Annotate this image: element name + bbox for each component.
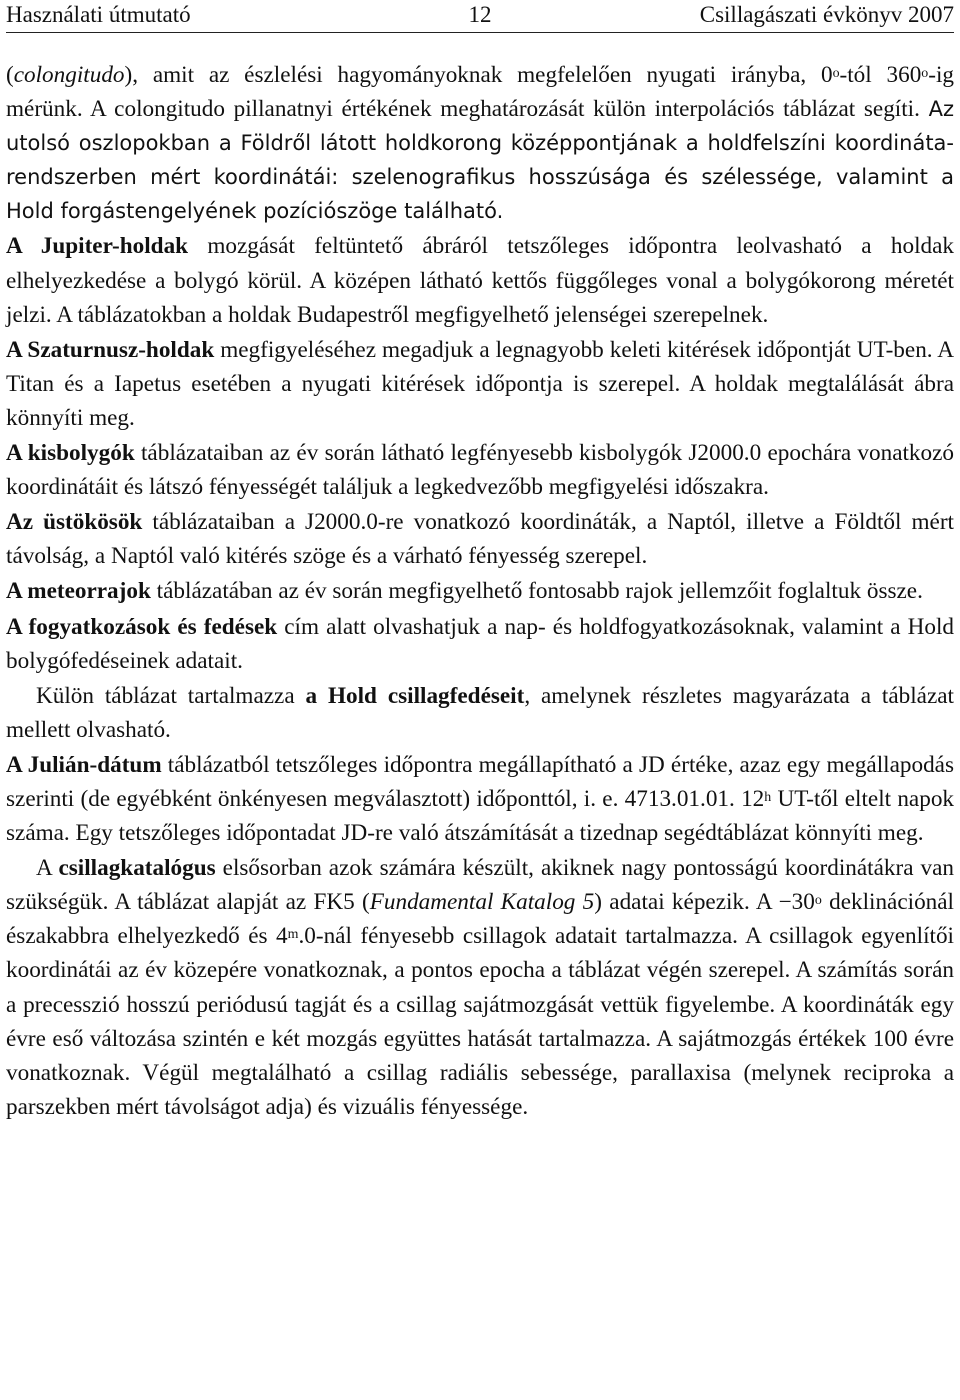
text-run: -tól 360	[839, 62, 922, 88]
text-run: ), amit az észlelési hagyományoknak megfelelően nyugati irányba, 0	[124, 62, 833, 88]
paragraph-star-catalog	[6, 851, 954, 1124]
paragraph-eclipses	[6, 610, 954, 678]
paragraph-jupiter-moons	[6, 229, 954, 331]
section-term: A Szaturnusz-holdak	[6, 336, 215, 363]
paragraph-asteroids	[6, 436, 954, 504]
degree-mark: o	[832, 66, 840, 82]
text-run: UT-től eltelt napok száma. Egy tetszőleges időpontadat JD-re való átszámítását a tizednap segédtáblázat könnyíti meg.	[6, 785, 955, 847]
body-text	[6, 58, 954, 1125]
text-run: táblázatában az év során megfigyelhető fontosabb rajok jellemzőit foglaltuk össze.	[150, 578, 923, 605]
section-term: A meteorrajok	[6, 578, 151, 605]
document-page	[6, 0, 954, 1400]
section-term: A Julián-dátum	[6, 751, 162, 778]
section-term: A kisbolygók	[6, 440, 135, 467]
italic-term: colongitudo	[13, 62, 125, 88]
degree-mark: o	[921, 66, 929, 82]
text-run: megfigyeléséhez megadjuk a legnagyobb keleti kitérések időpontját UT-ben. A Titan és a Iapetus esetében a nyugati kitérések időpontja is szerepel. A holdak megtalálását ábra könnyíti meg.	[6, 336, 954, 431]
magnitude-mark: m	[287, 927, 299, 943]
text-run: A	[36, 855, 59, 882]
hour-mark: h	[764, 790, 772, 806]
text-run: elsősorban azok számára készült, akiknek nagy pontosságú koordinátákra van szükségük. A táblázat alapját az FK5 (	[6, 855, 954, 916]
text-run: Külön táblázat tartalmazza	[36, 682, 306, 709]
section-term: csillagkatalógus	[58, 855, 216, 882]
paragraph-colongitudo	[6, 58, 954, 228]
text-run: -ig mérünk. A colongitudo pillanatnyi értékének meghatározását külön interpolációs táblázat segíti.	[6, 62, 955, 123]
section-term: A Jupiter-holdak	[6, 233, 189, 260]
section-term: Az üstökösök	[6, 509, 143, 536]
text-run: .0-nál fényesebb csillagok adatait tartalmazza. A csillagok egyenlítői koordinátái az év közepére vonatkoznak, a pontos epocha a táblázat végén szerepel. A számítás során a precesszió hosszú periódusú tagját és a csillag sajátmozgását vettük figyelembe. A koordináták egy évre eső változása szintén e két mozgás együttes hatását tartalmazza. A sajátmozgás értékek 100 évre vonatkoznak. Végül megtalálható a csillag radiális sebessége, parallaxisa (melynek reciproka a parszekben mért távolságot adja) és vizuális fényessége.	[6, 923, 954, 1120]
italic-term: Fundamental Katalog 5	[369, 889, 595, 916]
text-run: táblázatból tetszőleges időpontra megállapítható a JD értéke, azaz egy megállapodás szerinti (de egyébként önkényesen megválasztott) időponttól, i. e. 4713.01.01. 12	[6, 751, 954, 812]
section-term: A fogyatkozások és fedések	[6, 613, 278, 640]
paragraph-comets	[6, 505, 954, 573]
sans-text-run: Az utolsó oszlopokban a Földről látott holdkorong középpontjának a holdfelszíni koordináta-rendszerben mért koordinátái: szelenografikus hosszúsága és szélessége, valamint a Hold forgástengelyének pozíciószöge található.	[6, 97, 954, 224]
text-run: cím alatt olvashatjuk a nap- és holdfogyatkozásoknak, valamint a Hold bolygófedéseinek adatait.	[6, 613, 954, 674]
text-run: táblázataiban a J2000.0-re vonatkozó koordináták, a Naptól, illetve a Földtől mért távolság, a Naptól való kitérés szöge és a várható fényesség szerepel.	[6, 509, 954, 570]
text-run: ) adatai képezik. A −30	[594, 889, 815, 916]
text-run: táblázataiban az év során látható legfényesebb kisbolygók J2000.0 epochára vonatkozó koordinátáit és látszó fényességét találjuk a legkedvezőbb megfigyelési időszakra.	[6, 440, 955, 501]
paragraph-meteor-showers	[6, 574, 954, 608]
text-run: deklinációnál északabbra elhelyezkedő és 4	[6, 889, 955, 950]
paragraph-saturn-moons	[6, 333, 954, 435]
section-term: a Hold csillagfedéseit	[305, 682, 525, 709]
header-book-title: Csillagászati évkönyv 2007	[699, 2, 954, 27]
degree-mark: o	[814, 893, 822, 909]
paragraph-julian-date	[6, 748, 954, 850]
text-run: , amelynek részletes magyarázata a táblázat mellett olvasható.	[6, 682, 954, 743]
text-run: mozgását feltüntető ábráról tetszőleges időpontra leolvasható a holdak elhelyezkedése a bolygó körül. A középen látható kettős függőleges vonal a bolygókorong méretét jelzi. A táblázatokban a holdak Budapestről megfigyelhető jelenségei szerepelnek.	[6, 233, 954, 328]
text-run: (	[6, 62, 14, 88]
page-number: 12	[468, 2, 492, 27]
header-chapter-title: Használati útmutató	[6, 2, 191, 27]
running-header	[6, 0, 954, 33]
paragraph-lunar-occultations	[6, 679, 954, 747]
